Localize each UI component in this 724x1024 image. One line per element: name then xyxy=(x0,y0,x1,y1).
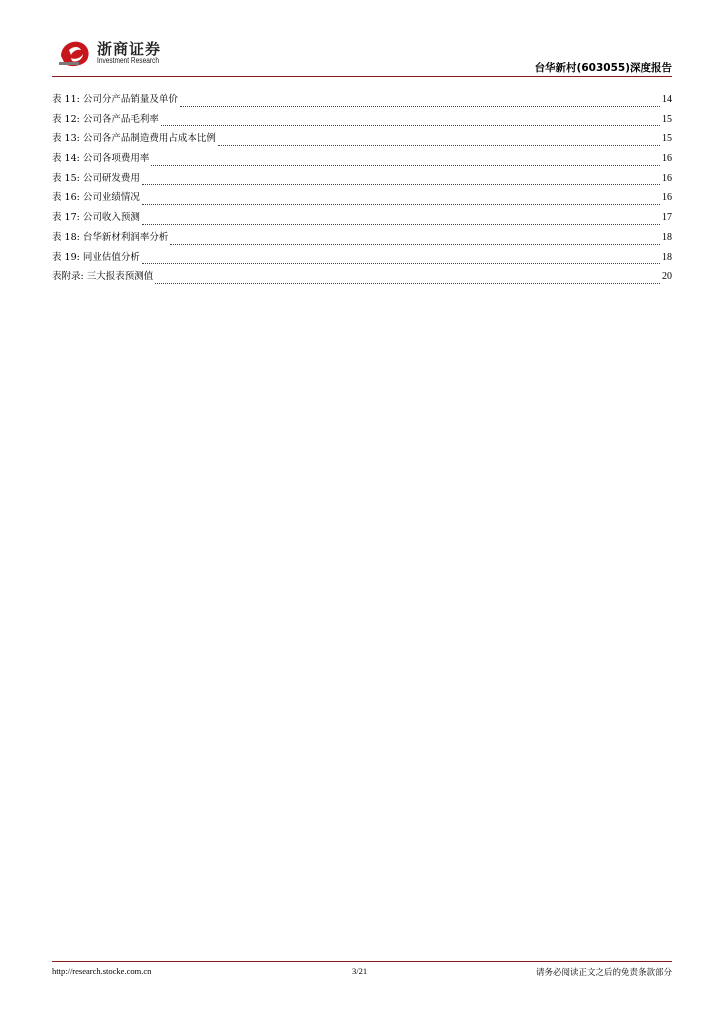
footer-url-link[interactable]: http://research.stocke.com.cn xyxy=(52,966,152,976)
toc-entry-label: 表 17: 公司收入预测 xyxy=(52,212,140,224)
toc-entry-page: 16 xyxy=(662,172,672,184)
footer-divider xyxy=(52,961,672,962)
logo-english-text: Investment Research xyxy=(97,56,159,65)
toc-entry-page: 20 xyxy=(662,271,672,283)
toc-dot-leader xyxy=(142,203,660,205)
toc-entry-page: 18 xyxy=(662,231,672,243)
toc-entry-page: 16 xyxy=(662,192,672,204)
toc-entry[interactable] xyxy=(52,169,672,189)
table-of-contents xyxy=(52,90,672,287)
toc-entry-label: 表 18: 台华新材利润率分析 xyxy=(52,231,169,243)
toc-dot-leader xyxy=(170,243,660,245)
logo-mark-icon xyxy=(57,36,93,68)
toc-entry-label: 表 11: 公司分产品销量及单价 xyxy=(52,94,178,105)
toc-dot-leader xyxy=(151,164,660,166)
report-title: 台华新村(603055)深度报告 xyxy=(534,62,672,74)
toc-entry-page: 17 xyxy=(662,212,672,224)
toc-entry-label: 表 14: 公司各项费用率 xyxy=(52,153,150,165)
toc-entry[interactable] xyxy=(52,149,672,169)
toc-entry[interactable] xyxy=(52,90,672,110)
toc-entry-page: 16 xyxy=(662,153,672,165)
toc-entry-label: 表 16: 公司业绩情况 xyxy=(52,192,140,204)
toc-dot-leader xyxy=(155,282,660,284)
toc-entry-page: 18 xyxy=(662,251,672,263)
toc-entry[interactable] xyxy=(52,188,672,208)
toc-entry[interactable] xyxy=(52,267,672,287)
toc-entry-label: 表附录: 三大报表预测值 xyxy=(52,271,154,283)
header-divider xyxy=(52,76,672,77)
page-number: 3/21 xyxy=(352,966,368,976)
toc-entry-page: 14 xyxy=(662,94,672,105)
disclaimer-note: 请务必阅读正文之后的免责条款部分 xyxy=(535,968,672,978)
toc-dot-leader xyxy=(142,223,660,225)
toc-entry[interactable] xyxy=(52,110,672,130)
toc-entry-page: 15 xyxy=(662,133,672,145)
company-logo xyxy=(57,36,162,68)
page-footer xyxy=(52,966,672,980)
toc-entry-page: 15 xyxy=(662,113,672,125)
toc-entry-label: 表 19: 同业估值分析 xyxy=(52,251,140,263)
toc-dot-leader xyxy=(161,124,660,126)
toc-entry[interactable] xyxy=(52,208,672,228)
toc-entry-label: 表 13: 公司各产品制造费用占成本比例 xyxy=(52,133,216,145)
toc-entry[interactable] xyxy=(52,248,672,268)
toc-entry[interactable] xyxy=(52,228,672,248)
toc-dot-leader xyxy=(142,183,660,185)
toc-entry[interactable] xyxy=(52,129,672,149)
toc-entry-label: 表 12: 公司各产品毛利率 xyxy=(52,113,159,125)
logo-chinese-text: 浙商证券 xyxy=(97,40,162,58)
toc-dot-leader xyxy=(180,105,660,107)
toc-dot-leader xyxy=(142,262,660,264)
toc-entry-label: 表 15: 公司研发费用 xyxy=(52,172,140,184)
toc-dot-leader xyxy=(218,144,660,146)
page-header xyxy=(0,0,724,80)
